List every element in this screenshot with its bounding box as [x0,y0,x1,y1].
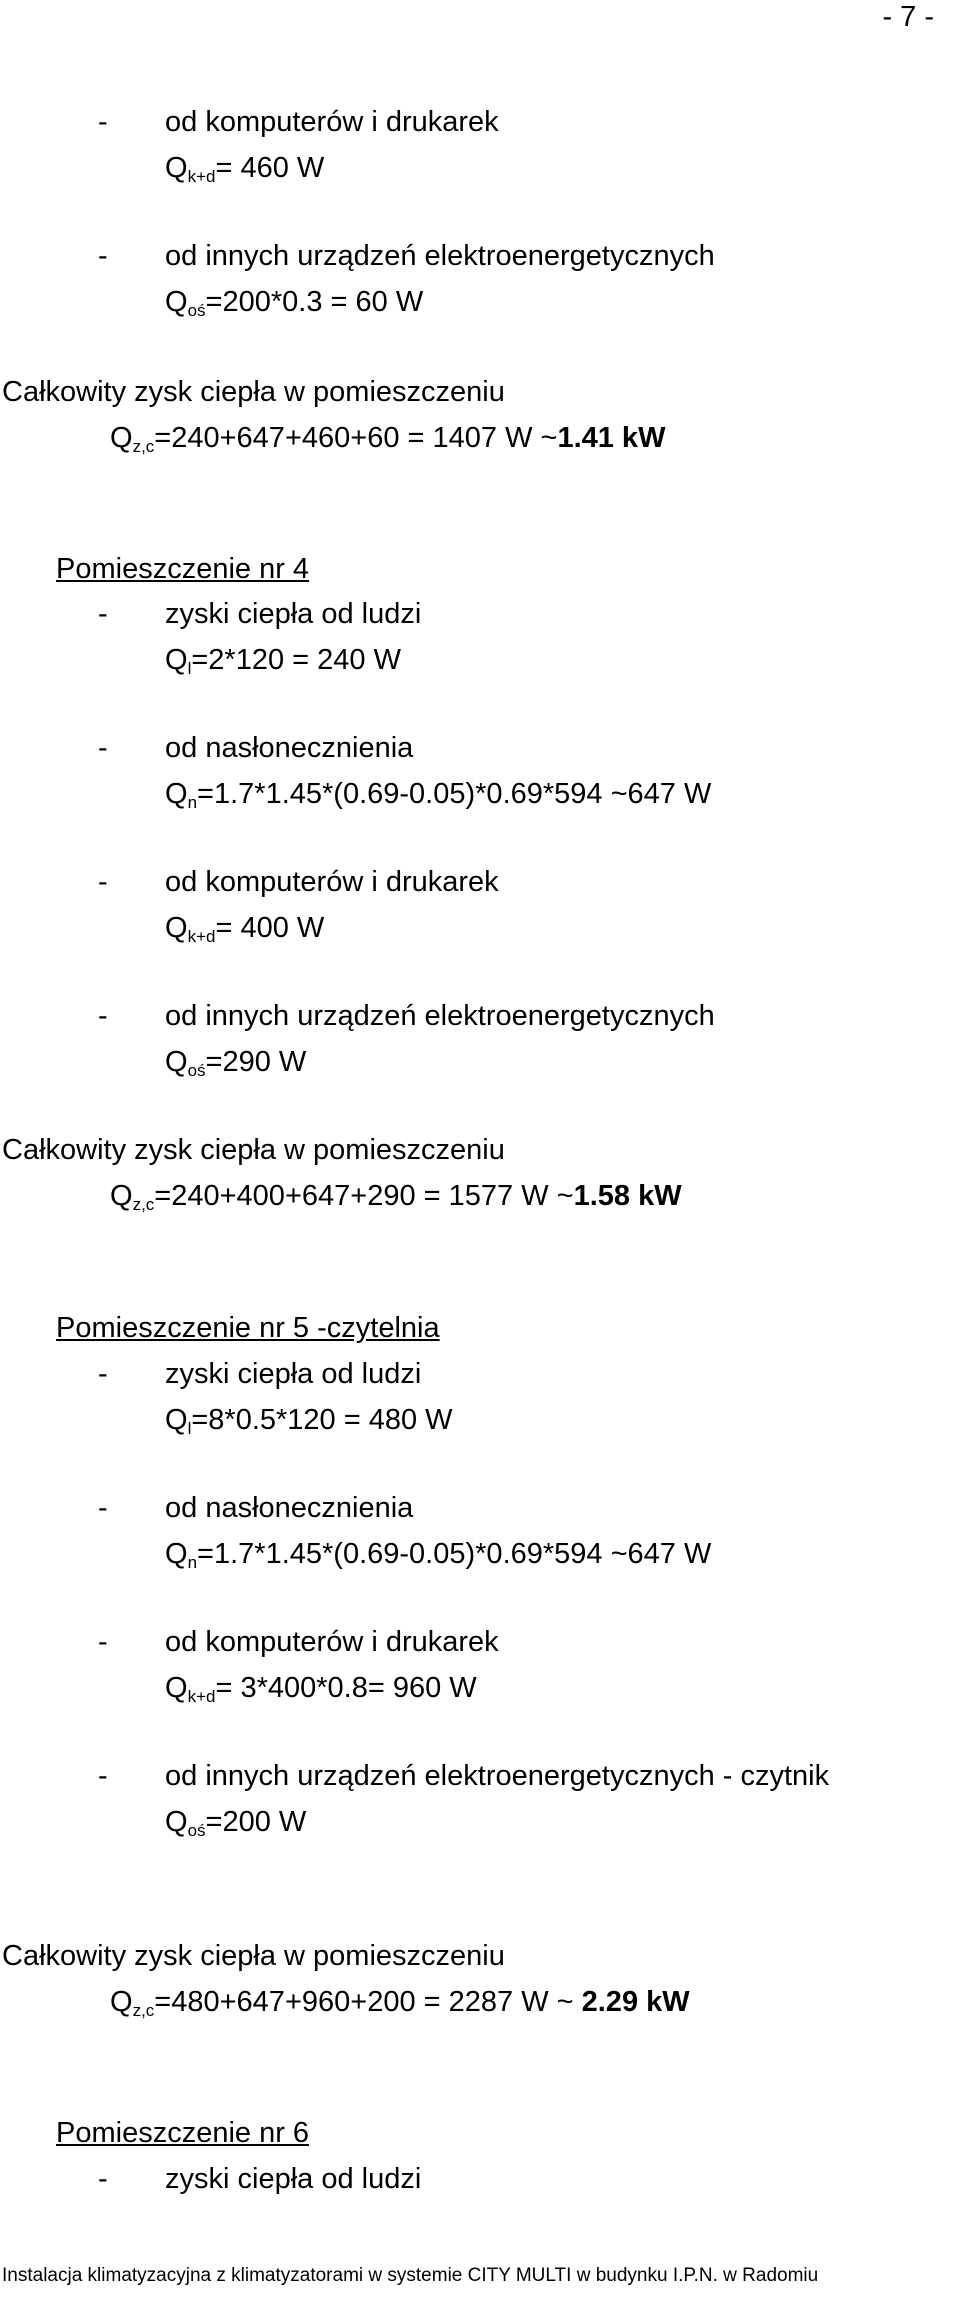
total-label: Całkowity zysk ciepła w pomieszczeniu [2,1940,505,1972]
total-formula: $Q_{z,c}=480+647+960+200 = 2287$ W ~ 2.29 kW [110,1986,690,2020]
list-dash: - [98,106,108,138]
formula-line: $Q_l=8*0.5*120 = 480$ W [165,1404,453,1438]
item-label: zyski ciepła od ludzi [165,1358,422,1390]
item-label: od nasłonecznienia [165,1492,414,1524]
page-footer: Instalacja klimatyzacyjna z klimatyzatorami w systemie CITY MULTI w budynku I.P.N. w Radomiu [2,2265,819,2286]
item-label: od komputerów i drukarek [165,106,499,138]
item-label: od komputerów i drukarek [165,866,499,898]
list-dash: - [98,598,108,630]
room-6-heading: Pomieszczenie nr 6 [56,2117,310,2149]
item-label: zyski ciepła od ludzi [165,598,422,630]
formula-line: $Q_n=1.7*1.45*(0.69-0.05)*0.69*594$ ~647 W [165,1538,712,1572]
formula-line: $Q_{k+d}= 400$ W [165,912,325,946]
page-number: - 7 - [882,1,934,33]
formula-line: $Q_{oś}=200$ W [165,1806,307,1840]
total-formula: $Q_{z,c}=240+647+460+60 = 1407$ W ~1.41 kW [110,422,666,456]
room-5-heading: Pomieszczenie nr 5 -czytelnia [56,1312,440,1344]
item-label: zyski ciepła od ludzi [165,2163,422,2195]
list-dash: - [98,2163,108,2195]
item-label: od komputerów i drukarek [165,1626,499,1658]
list-dash: - [98,1000,108,1032]
formula-line: $Q_{k+d}= 460$ W [165,152,325,186]
formula-line: $Q_l=2*120 = 240$ W [165,644,401,678]
list-dash: - [98,732,108,764]
total-label: Całkowity zysk ciepła w pomieszczeniu [2,1134,505,1166]
formula-line: $Q_n=1.7*1.45*(0.69-0.05)*0.69*594$ ~647 W [165,778,712,812]
formula-line: $Q_{oś}=200*0.3 = 60$ W [165,286,424,320]
item-label: od innych urządzeń elektroenergetycznych [165,1000,715,1032]
formula-line: $Q_{k+d}= 3*400*0.8= 960$ W [165,1672,477,1706]
list-dash: - [98,1358,108,1390]
list-dash: - [98,866,108,898]
list-dash: - [98,1492,108,1524]
room-4-heading: Pomieszczenie nr 4 [56,553,310,585]
formula-line: $Q_{oś}=290$ W [165,1046,307,1080]
item-label: od innych urządzeń elektroenergetycznych [165,240,715,272]
item-label: od innych urządzeń elektroenergetycznych - czytnik [165,1760,830,1792]
list-dash: - [98,1760,108,1792]
total-formula: $Q_{z,c}=240+400+647+290 = 1577$ W ~1.58 kW [110,1180,682,1214]
list-dash: - [98,240,108,272]
total-label: Całkowity zysk ciepła w pomieszczeniu [2,376,505,408]
list-dash: - [98,1626,108,1658]
item-label: od nasłonecznienia [165,732,414,764]
